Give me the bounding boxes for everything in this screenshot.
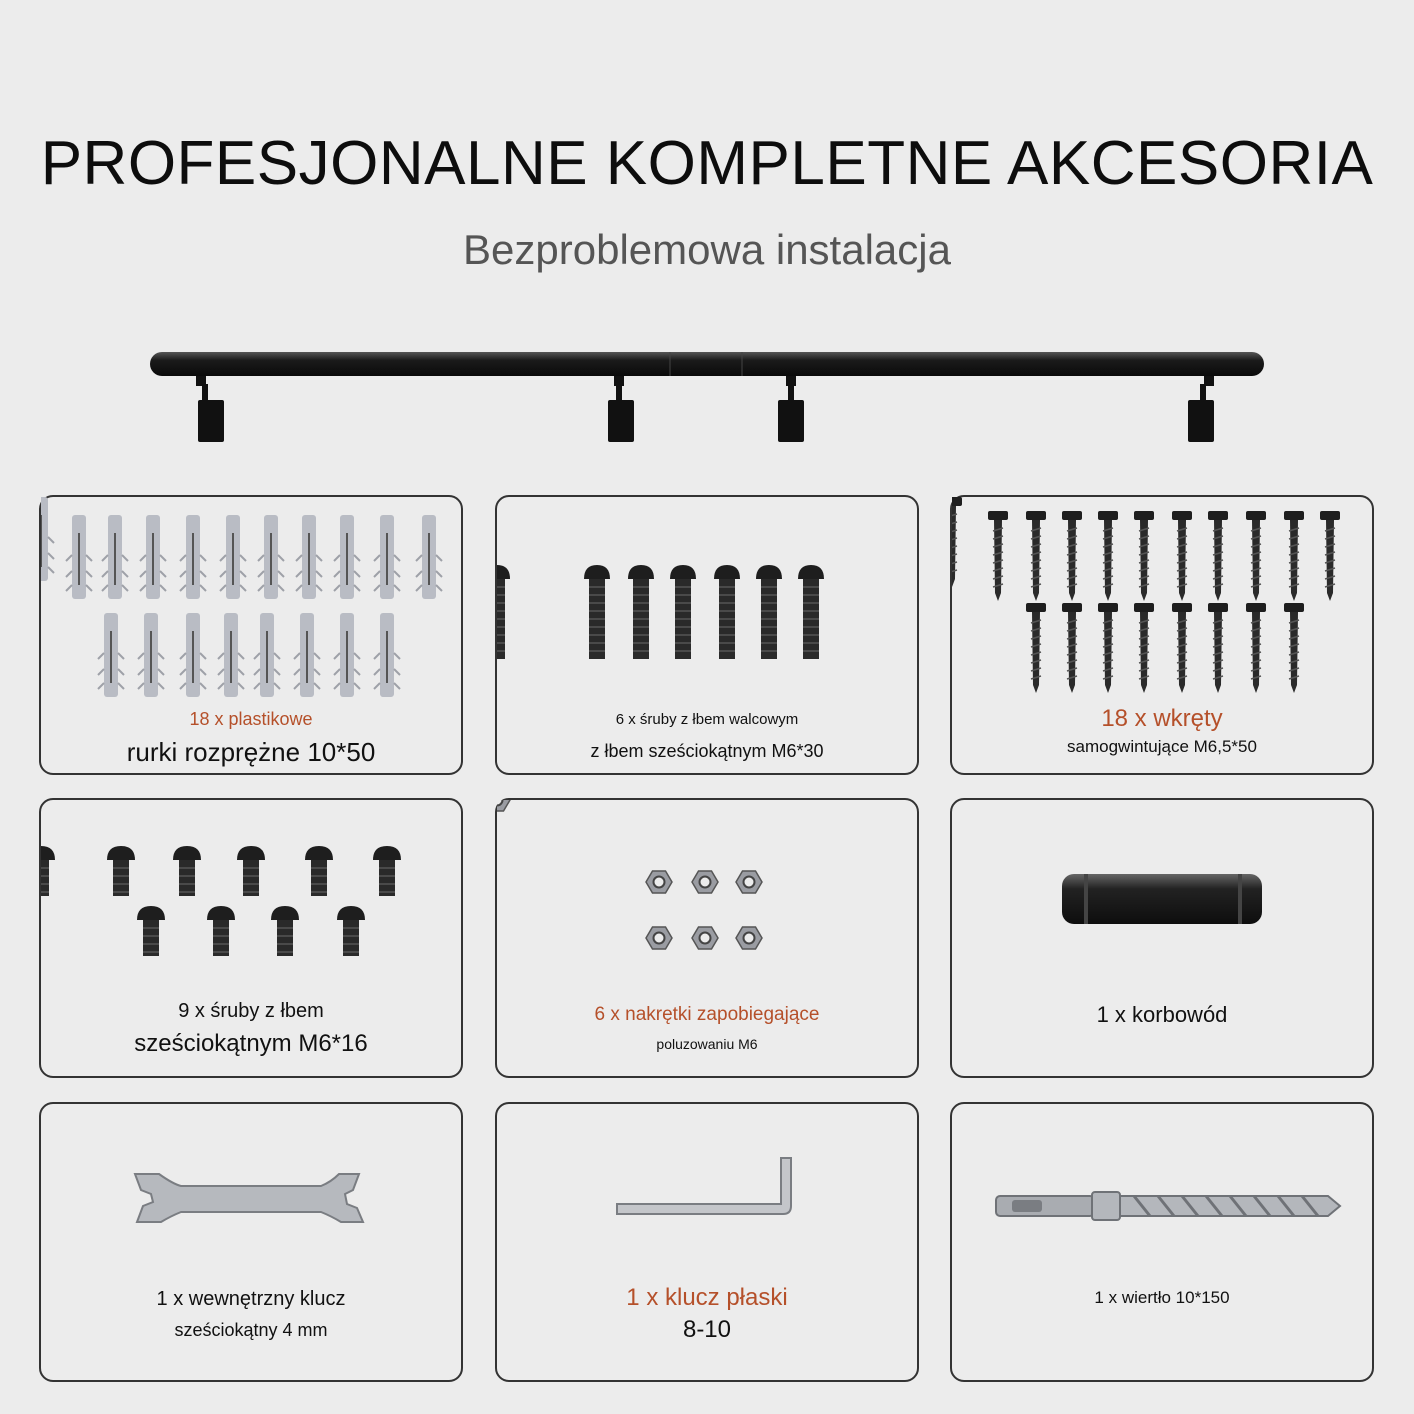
card-hex-key [495,1102,919,1382]
screw-icon [952,497,1372,697]
card-line1: 18 x wkręty [1101,705,1223,732]
page-title: PROFESJONALNE KOMPLETNE AKCESORIA [40,129,1374,198]
card-line1: 1 x wiertło 10*150 [1094,1288,1230,1307]
card-line2: rurki rozprężne 10*50 [126,737,376,767]
card-line2: samogwintujące M6,5*50 [1067,737,1257,756]
flat-wrench-icon [41,1104,461,1304]
card-nuts [495,798,919,1078]
drill-bit-icon [952,1104,1372,1304]
card-line2: z łbem sześciokątnym M6*30 [590,741,824,761]
connecting-rod-icon [952,800,1372,1000]
wall-anchor-icon [41,497,461,697]
card-line1: 6 x śruby z łbem walcowym [615,711,799,728]
hex-key-icon [497,1104,917,1304]
card-flat-wrench [39,1102,463,1382]
card-line1: 6 x nakrętki zapobiegające [594,1004,820,1025]
card-short-bolts [39,798,463,1078]
card-drill-bit [950,1102,1374,1382]
card-screws [950,495,1374,775]
hex-bolt-short-icon [41,800,461,1000]
card-line1: 1 x klucz płaski [626,1284,788,1311]
card-line2: poluzowaniu M6 [656,1036,758,1052]
card-connecting-rod [950,798,1374,1078]
card-line1: 18 x plastikowe [189,709,313,729]
card-line1: 9 x śruby z łbem [178,1000,324,1022]
card-line2: sześciokątny 4 mm [174,1320,328,1340]
handrail-icon [140,340,1280,450]
card-line2: sześciokątnym M6*16 [134,1030,368,1057]
card-long-bolts [495,495,919,775]
nut-icon [497,800,917,1000]
card-line1: 1 x korbowód [1096,1002,1228,1027]
card-wall-anchors [39,495,463,775]
hex-bolt-long-icon [497,497,917,697]
card-line1: 1 x wewnętrzny klucz [156,1288,346,1310]
page-subtitle: Bezproblemowa instalacja [463,226,951,273]
card-line2: 8-10 [682,1316,732,1343]
